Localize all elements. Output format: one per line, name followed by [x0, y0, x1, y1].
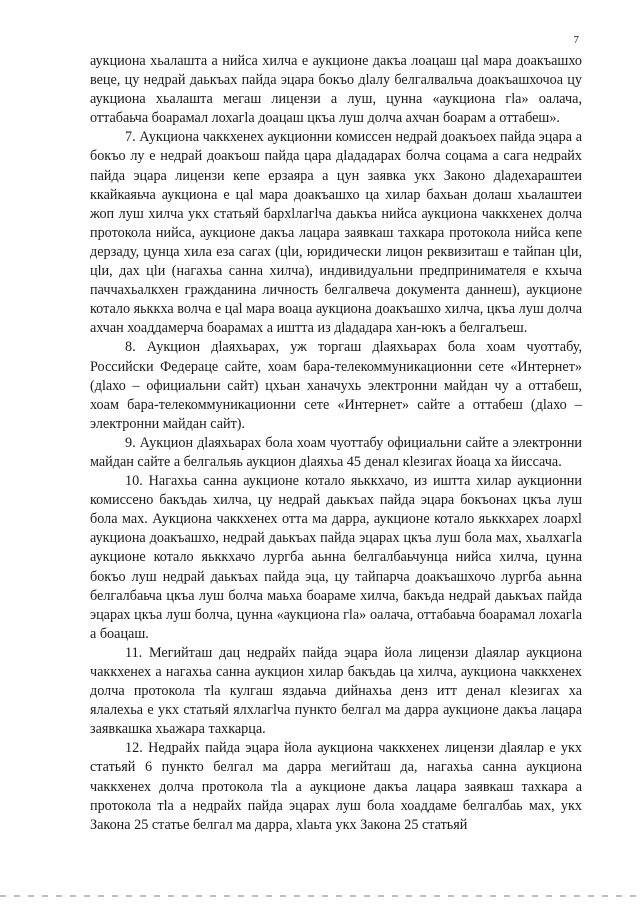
- page-number: 7: [573, 34, 579, 46]
- paragraph-12: 12. Недрайх пайда эцара йола аукциона чаккхенех лицензи дlаялар е укх статьяй 6 пункто белгал ма дарра мегийташ да, нагахьа санна аукциона чаккхенех долча протокола тlа а аукционе дакъа лацара заявкаш тахкара а протокола тlа а недрайх пайда эцарах луш бола хоаддаме белгалбаь мах, укх Закона 25 статье белгал ма дарра, хlаьта укх Закона 25 статьяй: [90, 740, 582, 833]
- paragraph-8: 8. Аукцион дlаяхьарах, уж торгаш дlаяхьарах бола хоам чуоттабу, Российски Федераце сайте, хоам бара-телекоммуникационни сете «Интернет» (дlахо – официальни сайт) цхьан ханачухь электронни майдан чу а оттабеш, хоам бара-телекоммуникационни сете «Интернет» сайте а оттабеш (дlахо – электронни майдан сайт).: [90, 339, 582, 432]
- scan-edge-divider: [0, 895, 640, 897]
- document-body: [90, 52, 582, 835]
- paragraph-9: 9. Аукцион дlаяхьарах бола хоам чуоттабу официальни сайте а электронни майдан сайте а белгальяь аукцион дlаяхьа 45 денал кlезигах йоаца ха йиссача.: [90, 434, 582, 470]
- paragraph-10: 10. Нагахьа санна аукционе котало яьккхачо, из иштта хилар аукционни комиссено бакъдаь хилча, цу недрай даькъах пайда эцара бокъонах цкъа луш бола мах. Аукциона чаккхенех отта ма дарра, аукционе котало яьккхарех лоархl аукциона доакъашхо, недрай даькъах пайда эцарах цкъа луш бола мах, хьалхагlа аукционе котало яьккхачо лургба аьнна белгалбаьчунца нийса хилча, цунна бокъо луш недрай даькъах пайда эца, цу тайпарча доакъашхочо лургба аьнна белгалбаьча цкъа луш болча маьха боарамe хилча, бакъда недрай даькъах пайда эцарах цкъа луш болча, цунна «аукциона гlа» оалача, оттабаьча боарамал лохагlа а боацаш.: [90, 473, 582, 642]
- paragraph-11: 11. Мегийташ дац недрайх пайда эцара йола лицензи дlаялар аукциона чаккхенех а нагахьа санна аукцион хилар бакъдаь ца хилча, аукциона чаккхенех долча протокола тlа кулгаш яздаьча дийнахьа денз итт денал кlезигах ха ялалехьа е укх статьяй ялхлагlча пункто белгал ма дарра аукционе дакъа лацара заявкашка хьажара тахкарца.: [90, 644, 582, 738]
- paragraph-7: 7. Аукциона чаккхенех аукционни комиссен недрай доакъоех пайда эцара а бокъо лу е недрай доакъош пайда цара дlададарах болча соцама а сага недрайх пайда эцара лицензи кепе ерзаяра а цун заявка укх Законо дlадехараштеи ккайкаяьча аукциона е цаl мара доакъашхо ца хилар бахьан долаш хьалаштеи жоп луш хилча укх статьяй бархlлагlча даькъа нийса аукциона чаккхенех долча протокола нийса, аукционе дакъа лацара заявкаш тахкара протокола нийса кепе дерзаду, цунца хила еза сагах (цlи, юридически лицон реквизиташ е тайпан цlи, цlи, дах цlи (нагахьа санна хилча), индивидуальни предпринимателя е кхыча паччахьалкхен гражданина личность белгалвеча документа даннеш), аукционе котало яьккха волча е цаl мара воаца аукциона доакъашхо хилча, цкъа луш долча ахчан хоаддамерча боарамах а иштта из дlададара хан-юкъ а белгалъеш.: [90, 129, 582, 337]
- paragraph-continuation: аукциона хьалашта а нийса хилча е аукционе дакъа лоацаш цаl мара доакъашхо веце, цу недрай даькъах пайда эцара бокъо дlалу белгалвальча доакъашхочоа цу аукциона хьалашта мегаш лицензи а луш, цунна «аукциона гlа» оалача, оттабаьча боарамал лохагlа доацаш цкъа луш долча ахчан боарам а оттабеш».: [90, 53, 582, 127]
